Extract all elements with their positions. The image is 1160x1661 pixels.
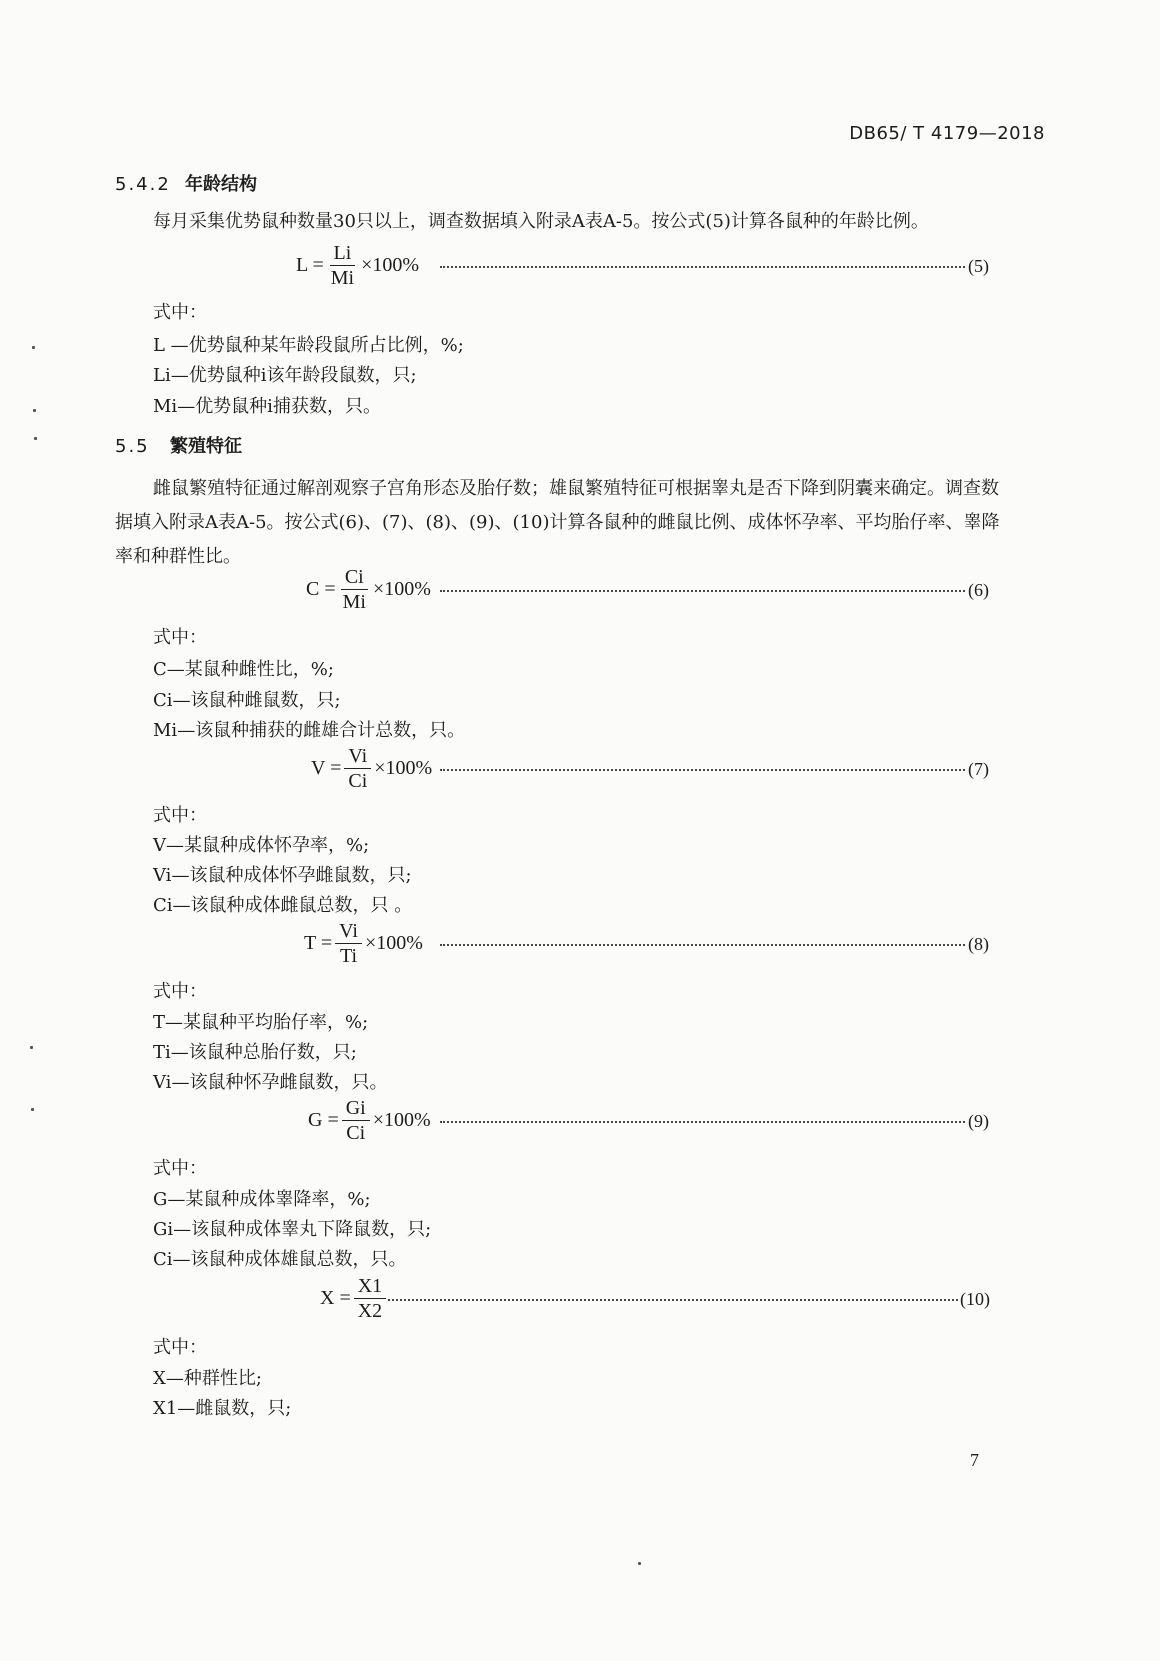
dot-leader — [440, 590, 965, 592]
definition-line: L —优势鼠种某年龄段鼠所占比例，%; — [153, 335, 464, 356]
dot-leader — [440, 1121, 965, 1123]
denominator: Ci — [346, 1122, 366, 1144]
fraction — [354, 1275, 386, 1322]
definition-line: T—某鼠种平均胎仔率，%; — [153, 1012, 369, 1033]
formula-tail: ×100% — [364, 932, 423, 954]
dot-leader — [388, 1299, 958, 1301]
scan-speck — [32, 346, 35, 349]
page-number: 7 — [970, 1450, 979, 1470]
numerator: Vi — [335, 920, 362, 944]
formula-8 — [304, 920, 423, 967]
scan-speck — [31, 1108, 34, 1111]
fraction — [327, 242, 358, 289]
section-number: 5.4.2 — [115, 174, 171, 195]
equation-number-6: (6) — [968, 580, 989, 600]
fraction — [335, 920, 362, 967]
where-label: 式中： — [153, 805, 207, 826]
definition-line: Ci—该鼠种成体雌鼠总数，只 。 — [153, 895, 413, 916]
definition-line: Gi—该鼠种成体睾丸下降鼠数，只; — [153, 1219, 432, 1240]
where-label: 式中： — [153, 981, 207, 1002]
fraction — [344, 745, 371, 792]
definition-line: Li—优势鼠种i该年龄段鼠数，只; — [153, 365, 417, 386]
numerator: Ci — [341, 566, 368, 590]
dot-leader — [440, 769, 965, 771]
definition-line: Ti—该鼠种总胎仔数，只; — [153, 1042, 357, 1063]
definition-line: V—某鼠种成体怀孕率，%; — [153, 835, 370, 856]
definition-line: C—某鼠种雌性比，%; — [153, 659, 334, 680]
where-label: 式中： — [153, 302, 207, 323]
paragraph-age-structure: 每月采集优势鼠种数量30只以上，调查数据填入附录A表A-5。按公式(5)计算各鼠种的年龄比例。 — [153, 211, 929, 232]
equation-number-7: (7) — [968, 759, 989, 779]
numerator: Li — [330, 242, 356, 266]
denominator: Ci — [348, 770, 368, 792]
document-code: DB65/ T 4179—2018 — [849, 123, 1045, 144]
definition-line: G—某鼠种成体睾降率，%; — [153, 1189, 371, 1210]
dot-leader — [440, 266, 965, 268]
definition-line: Mi—该鼠种捕获的雌雄合计总数，只。 — [153, 720, 466, 741]
formula-lhs: V = — [311, 757, 342, 779]
formula-tail: ×100% — [361, 254, 420, 276]
formula-tail: ×100% — [372, 1109, 431, 1131]
formula-lhs: T = — [304, 932, 333, 954]
definition-line: Ci—该鼠种雌鼠数，只; — [153, 690, 341, 711]
section-heading-5-5 — [115, 432, 242, 458]
formula-tail: ×100% — [374, 757, 433, 779]
formula-5 — [296, 242, 419, 289]
definition-line: X—种群性比; — [153, 1368, 262, 1389]
scan-speck — [34, 437, 37, 440]
where-label: 式中： — [153, 1337, 207, 1358]
equation-number-8: (8) — [968, 934, 989, 954]
formula-6 — [306, 566, 431, 613]
dot-leader — [440, 944, 965, 946]
formula-9 — [308, 1097, 431, 1144]
numerator: X1 — [354, 1275, 386, 1299]
denominator: Mi — [330, 267, 355, 289]
formula-tail: ×100% — [372, 578, 431, 600]
equation-number-10: (10) — [960, 1289, 990, 1309]
section-title: 繁殖特征 — [170, 436, 242, 457]
denominator: X2 — [357, 1300, 383, 1322]
denominator: Ti — [340, 945, 358, 967]
equation-number-9: (9) — [968, 1111, 989, 1131]
definition-line: Mi—优势鼠种i捕获数，只。 — [153, 396, 381, 417]
numerator: Vi — [344, 745, 371, 769]
formula-lhs: C = — [306, 578, 336, 600]
definition-line: Vi—该鼠种怀孕雌鼠数，只。 — [153, 1072, 388, 1093]
definition-line: Vi—该鼠种成体怀孕雌鼠数，只; — [153, 865, 412, 886]
section-number: 5.5 — [115, 436, 150, 457]
fraction — [339, 566, 370, 613]
section-title: 年龄结构 — [185, 174, 257, 195]
formula-7 — [311, 745, 432, 792]
section-heading-5-4-2 — [115, 170, 257, 196]
scan-speck — [33, 409, 36, 412]
formula-lhs: L = — [296, 254, 324, 276]
denominator: Mi — [342, 591, 366, 613]
paragraph-breeding: 雌鼠繁殖特征通过解剖观察子宫角形态及胎仔数；雄鼠繁殖特征可根据睾丸是否下降到阴囊来确定。调查数据填入附录A表A-5。按公式(6)、(7)、(8)、(9)、(10)计算各鼠种的雌鼠比例、成体怀孕率、平均胎仔率、睾降率和种群性比。 — [115, 478, 1000, 567]
where-label: 式中： — [153, 1158, 207, 1179]
definition-line: X1—雌鼠数，只; — [153, 1398, 292, 1419]
formula-10 — [320, 1275, 389, 1322]
scan-speck — [638, 1562, 641, 1565]
fraction — [342, 1097, 370, 1144]
where-label: 式中： — [153, 627, 207, 648]
formula-lhs: G = — [308, 1109, 339, 1131]
numerator: Gi — [342, 1097, 370, 1121]
definition-line: Ci—该鼠种成体雄鼠总数，只。 — [153, 1249, 407, 1270]
scan-speck — [30, 1046, 33, 1049]
formula-lhs: X = — [320, 1287, 351, 1309]
equation-number-5: (5) — [968, 256, 989, 276]
